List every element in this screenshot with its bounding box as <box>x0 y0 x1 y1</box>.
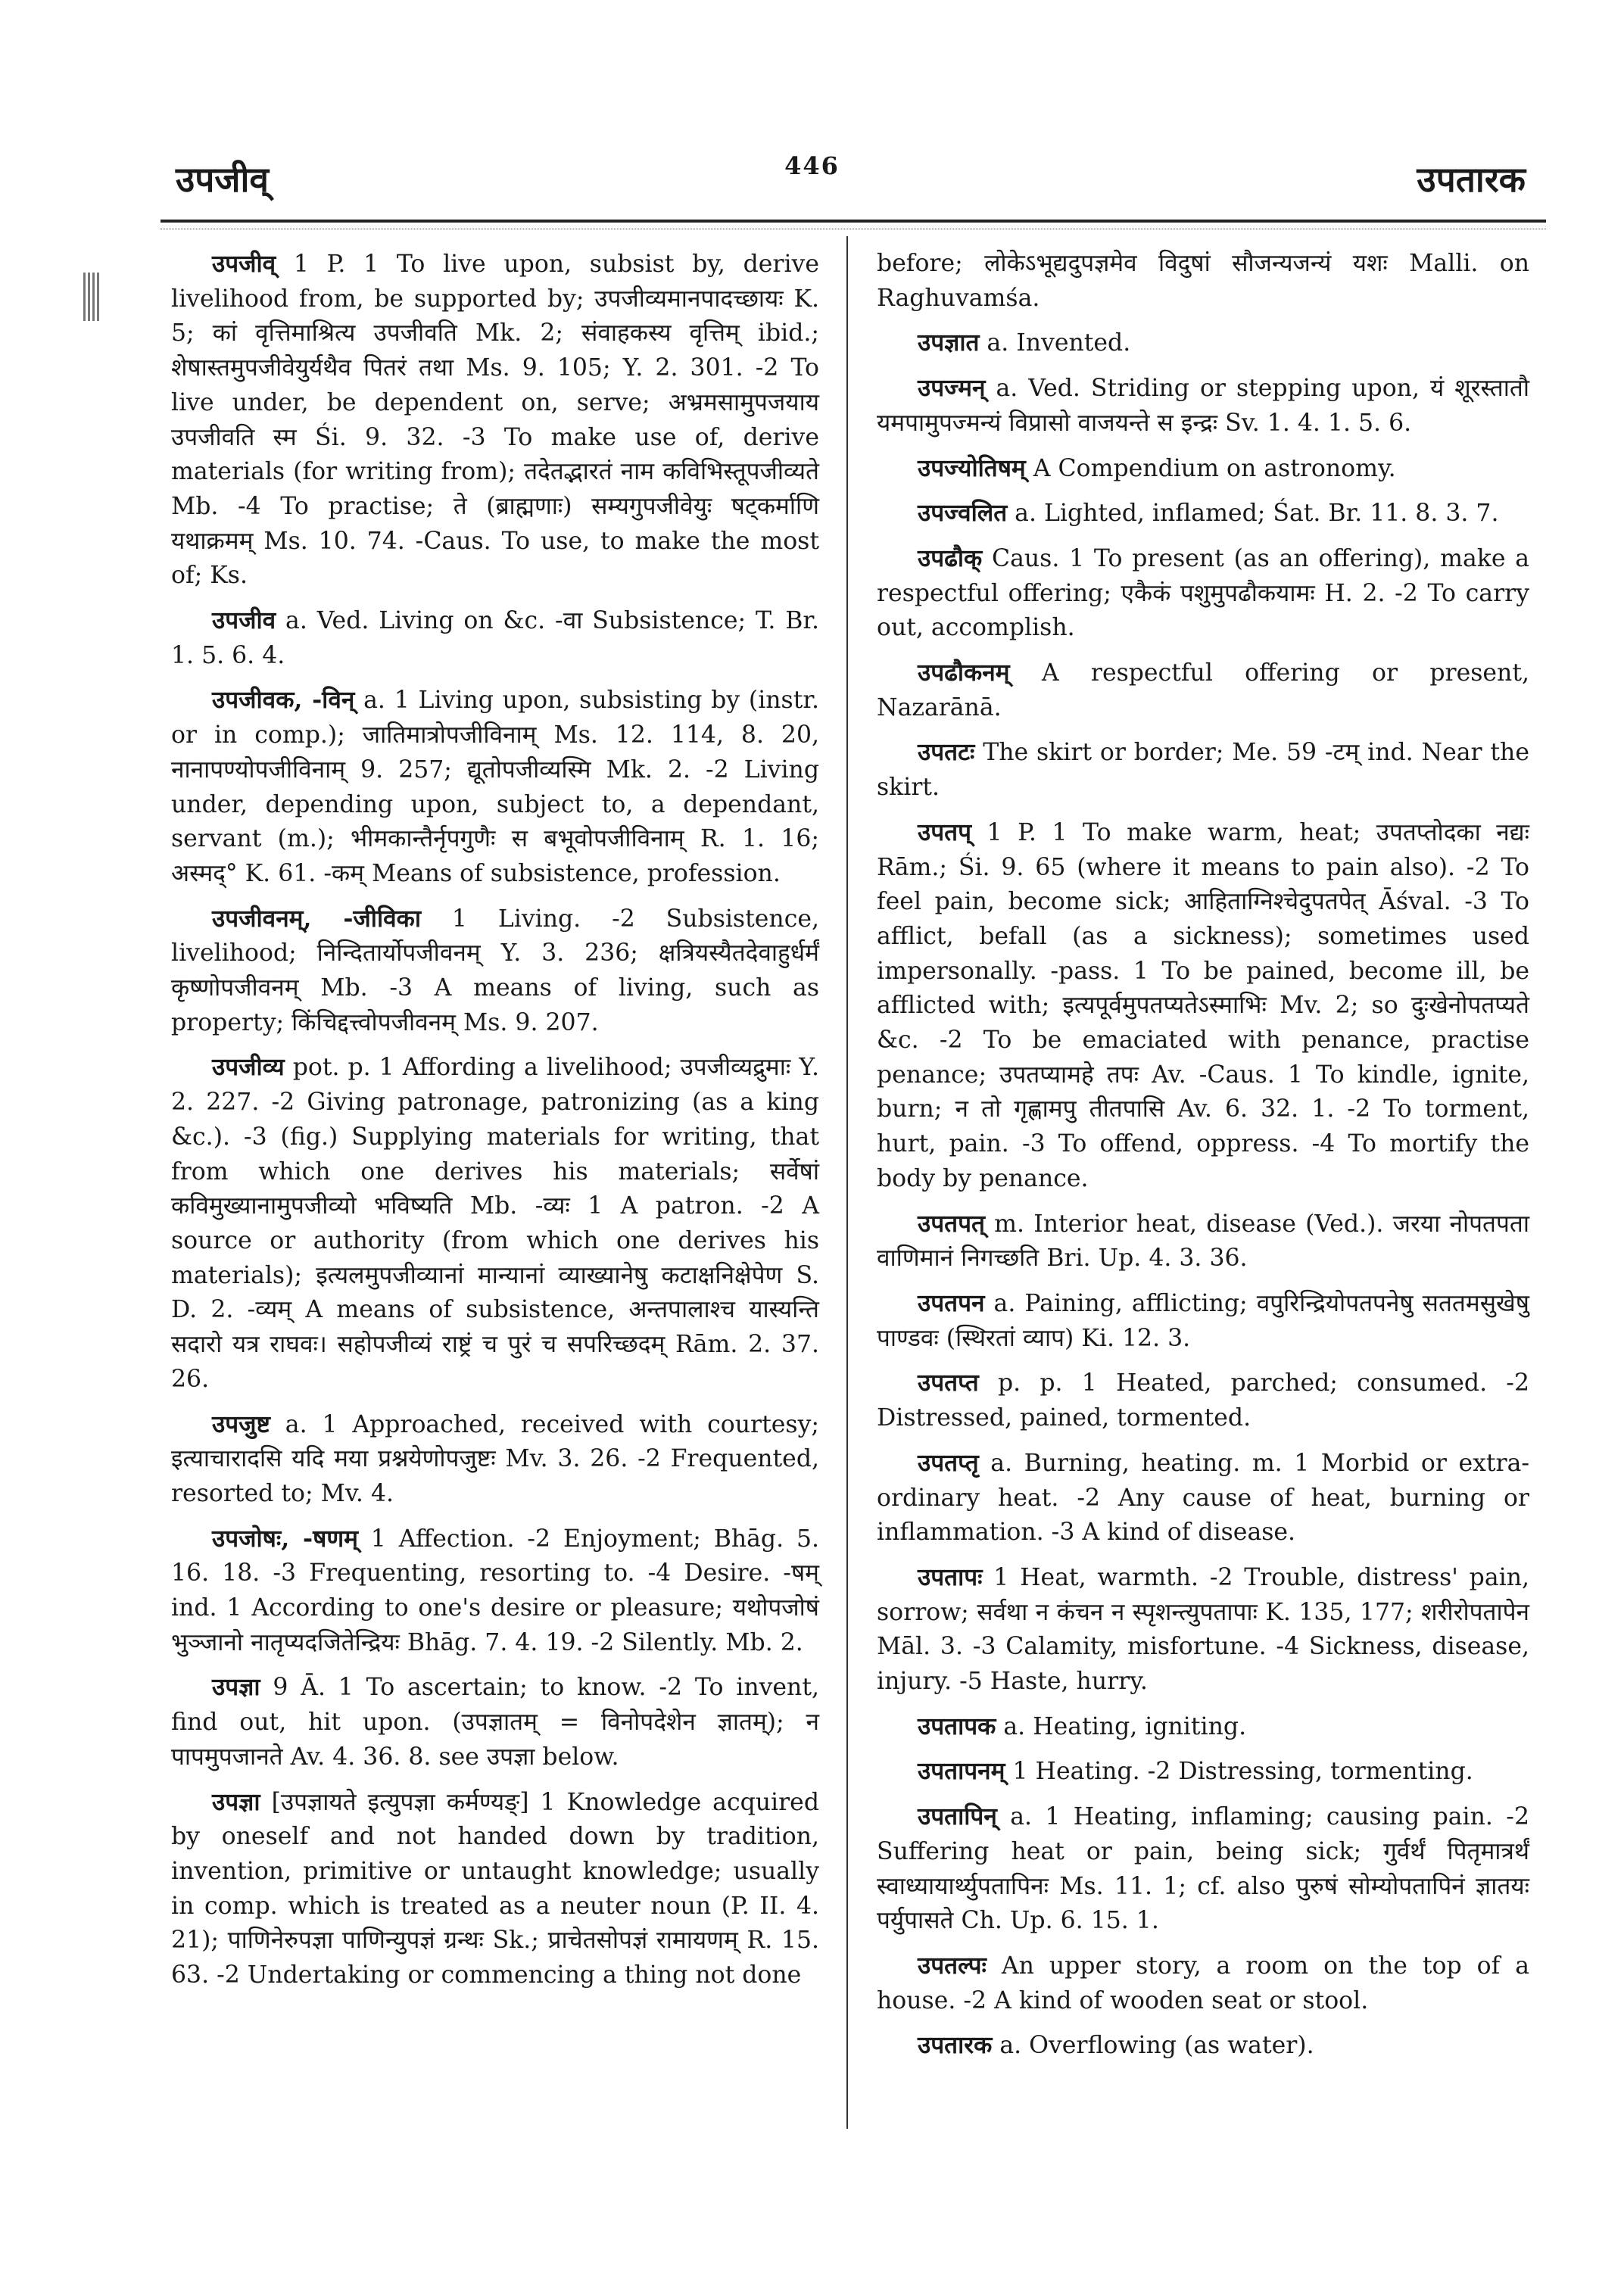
dictionary-entry <box>877 541 1529 646</box>
entry-headword: उपज्ञात <box>918 329 980 357</box>
dictionary-entry <box>171 603 819 673</box>
entry-definition: pot. p. 1 Affording a livelihood; उपजीव्यद्रुमाः Y. 2. 227. -2 Giving patronage, patronizing (as a king &c.). -3 (fig.) Supplying materials for writing, that from which one derives his materials; सर्वेषां कविमुख्यानामुपजीव्यो भविष्यति Mb. -व्यः 1 A patron. -2 A source or authority (from which one derives his materials); इत्यलमुपजीव्यानां मान्यानां व्याख्यानेषु कटाक्षनिक्षेपेण S. D. 2. -व्यम् A means of subsistence, अन्तपालाश्च यास्यन्ति सदारो यत्र राघवः। सहोपजीव्यं राष्ट्रं च पुरं च सपरिच्छदम् Rām. 2. 37. 26. <box>171 1054 819 1393</box>
dictionary-entry <box>877 1754 1529 1790</box>
dictionary-entry <box>171 1670 819 1774</box>
entry-headword: उपतापिन् <box>918 1802 997 1831</box>
entry-headword: उपढौक् <box>918 544 983 572</box>
dictionary-entry <box>877 735 1529 805</box>
dictionary-entry <box>171 1522 819 1661</box>
entry-definition: The skirt or border; Me. 59 -टम् ind. Near the skirt. <box>877 739 1529 802</box>
entry-headword: उपजीव् <box>212 250 276 278</box>
entry-headword: उपतप्तृ <box>918 1448 979 1477</box>
entry-definition: A Compendium on astronomy. <box>1025 454 1396 482</box>
entry-headword: उपतारक <box>918 2031 993 2060</box>
entry-headword: उपतापक <box>918 1712 996 1740</box>
dictionary-entry <box>171 683 819 891</box>
entry-headword: उपतापनम् <box>918 1757 1005 1786</box>
dictionary-entry <box>877 815 1529 1197</box>
entry-headword: उपतपत् <box>918 1209 985 1238</box>
entry-definition: a. Heating, igniting. <box>996 1712 1247 1740</box>
column-divider <box>846 236 848 2129</box>
dictionary-entry <box>877 2028 1529 2064</box>
dictionary-entry <box>877 1709 1529 1745</box>
entry-definition: 1 P. 1 To live upon, subsist by, derive livelihood from, be supported by; उपजीव्यमानपादच्छायः K. 5; कां वृत्तिमाश्रित्य उपजीवति Mk. 2; संवाहकस्य वृत्तिम् ibid.; शेषास्तमुपजीवेयुर्यथैव पितरं तथा Ms. 9. 105; Y. 2. 301. -2 To live under, be dependent on, serve; अभ्रमसामुपजयाय उपजीवति स्म Śi. 9. 32. -3 To make use of, derive materials (for writing from); तदेतद्भारतं नाम कविभिस्तूपजीव्यते Mb. -4 To practise; ते (ब्राह्मणाः) सम्यगुपजीवेयुः षट्कर्माणि यथाक्रमम् Ms. 10. 74. -Caus. To use, to make the most of; Ks. <box>171 251 819 590</box>
left-column <box>171 247 819 2003</box>
dictionary-entry <box>877 1949 1529 2018</box>
entry-definition: a. Overflowing (as water). <box>992 2032 1314 2060</box>
dictionary-entry <box>877 1207 1529 1276</box>
entry-headword: उपतल्पः <box>918 1951 987 1980</box>
entry-definition: 1 P. 1 To make warm, heat; उपतप्तोदका नद्यः Rām.; Śi. 9. 65 (where it means to pain also). -2 To feel pain, become sick; आहिताग्निश्चेदुपतपेत् Āśval. -3 To afflict, befall (as a sickness); sometimes used impersonally. -pass. 1 To be pained, become ill, be afflicted with; इत्यपूर्वमुपतप्यतेऽस्माभिः Mv. 2; so दुःखेनोपतप्यते &c. -2 To be emaciated with penance, practise penance; उपतप्यामहे तपः Av. -Caus. 1 To kindle, ignite, burn; न तो गृह्णामपु तीतपासि Av. 6. 32. 1. -2 To torment, hurt, pain. -3 To offend, oppress. -4 To mortify the body by penance. <box>877 818 1529 1192</box>
entry-definition: a. Ved. Living on &c. -वा Subsistence; T. Br. 1. 5. 6. 4. <box>171 607 819 669</box>
entry-definition: a. Lighted, inflamed; Śat. Br. 11. 8. 3. 7. <box>1007 500 1499 528</box>
dictionary-entry <box>877 451 1529 487</box>
entry-headword: उपजीव्य <box>212 1053 285 1082</box>
entry-definition: a. Paining, afflicting; वपुरिन्द्रियोपतपनेषु सततमसुखेषु पाण्डवः (स्थिरतां व्याप) Ki. 12. 3. <box>877 1289 1529 1352</box>
entry-headword: उपतापः <box>918 1562 983 1591</box>
entry-headword: उपज्ञा <box>212 1673 260 1702</box>
dictionary-entry <box>171 1407 819 1512</box>
entry-headword: उपढौकनम् <box>918 659 1010 687</box>
entry-headword: उपतटः <box>918 738 975 767</box>
entry-headword: उपजीव <box>212 606 276 635</box>
dictionary-entry <box>171 1050 819 1397</box>
entry-definition: A respectful offering or present, Nazarānā. <box>877 659 1529 721</box>
dictionary-entry <box>171 247 819 594</box>
dictionary-entry <box>171 902 819 1041</box>
dictionary-entry <box>171 1785 819 1993</box>
entry-definition: p. p. 1 Heated, parched; consumed. -2 Distressed, pained, tormented. <box>877 1369 1529 1432</box>
entry-headword: उपजुष्ट <box>212 1410 270 1438</box>
entry-definition: An upper story, a room on the top of a house. -2 A kind of wooden seat or stool. <box>877 1952 1529 2014</box>
entry-definition: a. Ved. Striding or stepping upon, यं शूरस्तातौ यमपामुपज्मन्यं विप्रासो वाजयन्ते स इन्द्रः Sv. 1. 4. 1. 5. 6. <box>877 375 1529 437</box>
entry-headword: उपज्योतिषम् <box>918 453 1026 482</box>
entry-headword: उपतप्त <box>918 1369 979 1397</box>
dictionary-entry <box>877 656 1529 725</box>
entry-definition: 1 Heat, warmth. -2 Trouble, distress' pain, sorrow; सर्वथा न कंचन न स्पृशन्त्युपतापाः K. 135, 177; शरीरोपतापेन Māl. 3. -3 Calamity, misfortune. -4 Sickness, disease, injury. -5 Haste, hurry. <box>877 1563 1529 1696</box>
entry-definition: m. Interior heat, disease (Ved.). जरया नोपतपता वाणिमानं निगच्छति Bri. Up. 4. 3. 36. <box>877 1210 1529 1273</box>
entry-definition: a. 1 Living upon, subsisting by (instr. or in comp.); जातिमात्रोपजीविनाम् Ms. 12. 114, 8. 20, नानापण्योपजीविनाम् 9. 257; द्यूतोपजीव्यस्मि Mk. 2. -2 Living under, depending upon, subject to, a dependant, servant (m.); भीमकान्तैर्नृपगुणैः स बभूवोपजीविनाम् R. 1. 16; अस्मद्° K. 61. -कम् Means of subsistence, profession. <box>171 687 819 887</box>
entry-headword: उपतपन <box>918 1288 985 1317</box>
entry-headword: उपजीवक, -विन् <box>212 686 355 715</box>
entry-headword: उपज्ञा <box>212 1787 260 1816</box>
page-number: 446 <box>784 151 840 180</box>
entry-definition: a. Burning, heating. m. 1 Morbid or extra-ordinary heat. -2 Any cause of heat, burning or inflammation. -3 A kind of disease. <box>877 1449 1529 1547</box>
entry-definition: a. 1 Approached, received with courtesy; इत्याचारादसि यदि मया प्रश्नयेणोपजुष्टः Mv. 3. 26. -2 Frequented, resorted to; Mv. 4. <box>171 1410 819 1507</box>
dictionary-entry <box>877 1560 1529 1699</box>
entry-headword: उपज्वलित <box>918 499 1008 528</box>
header-rule <box>161 220 1546 223</box>
dictionary-entry <box>877 1799 1529 1939</box>
entry-headword: उपतप् <box>918 818 972 846</box>
entry-headword: उपजीवनम्, -जीविका <box>212 904 421 933</box>
entry-headword: उपज्मन् <box>918 374 986 403</box>
entry-definition: 9 Ā. 1 To ascertain; to know. -2 To invent, find out, hit upon. (उपज्ञातम् = विनोपदेशेन ज्ञातम्); न पापमुपजानते Av. 4. 36. 8. see उपज्ञा below. <box>171 1674 819 1771</box>
entry-definition: 1 Affection. -2 Enjoyment; Bhāg. 5. 16. 18. -3 Frequenting, resorting to. -4 Desire. -षम् ind. 1 According to one's desire or pleasure; यथोपजोषं भुञ्जानो नातृप्यदजितेन्द्रियः Bhāg. 7. 4. 19. -2 Silently. Mb. 2. <box>171 1525 819 1656</box>
running-head-left: उपजीव् <box>176 159 269 200</box>
running-head-right: उपतारक <box>1417 159 1526 200</box>
dictionary-entry <box>877 326 1529 361</box>
entry-headword: उपजोषः, -षणम् <box>212 1524 358 1553</box>
margin-mark <box>83 273 100 321</box>
dictionary-entry <box>877 1286 1529 1356</box>
dictionary-entry <box>877 371 1529 441</box>
dictionary-entry <box>877 1366 1529 1435</box>
entry-definition: Caus. 1 To present (as an offering), make a respectful offering; एकैकं पशुमुपढौकयामः H. 2. -2 To carry out, accomplish. <box>877 544 1529 642</box>
entry-definition: 1 Heating. -2 Distressing, tormenting. <box>1005 1758 1473 1786</box>
continuation-text: before; लोकेऽभूद्यदुपज्ञमेव विदुषां सौजन्यजन्यं यशः Malli. on Raghuvamśa. <box>877 250 1529 312</box>
dictionary-entry <box>877 1446 1529 1550</box>
entry-definition: a. Invented. <box>979 329 1131 357</box>
dictionary-entry <box>877 496 1529 531</box>
right-column <box>877 247 1529 2073</box>
right-entries <box>877 326 1529 2064</box>
entry-definition: a. 1 Heating, inflaming; causing pain. -2 Suffering heat or pain, being sick; गुर्वर्थं पितृमात्रर्थं स्वाध्यायार्थ्युपतापिनः Ms. 11. 1; cf. also पुरुषं सोम्योपतापिनं ज्ञातयः पर्युपासते Ch. Up. 6. 15. 1. <box>877 1803 1529 1935</box>
entry-definition: 1 Living. -2 Subsistence, livelihood; निन्दितार्योपजीवनम् Y. 3. 236; क्षत्रियस्यैतदेवाहुर्धर्मं कृष्णोपजीवनम् Mb. -3 A means of living, such as property; किंचिद्दत्त्वोपजीवनम् Ms. 9. 207. <box>171 905 819 1036</box>
entry-definition: [उपज्ञायते इत्युपज्ञा कर्मण्यङ्] 1 Knowledge acquired by oneself and not handed down by tradition, invention, primitive or untaught knowledge; usually in comp. which is treated as a neuter noun (P. II. 4. 21); पाणिनेरुपज्ञा पाणिन्युपज्ञं ग्रन्थः Sk.; प्राचेतसोपज्ञं रामायणम् R. 15. 63. -2 Undertaking or commencing a thing not done <box>171 1788 819 1989</box>
